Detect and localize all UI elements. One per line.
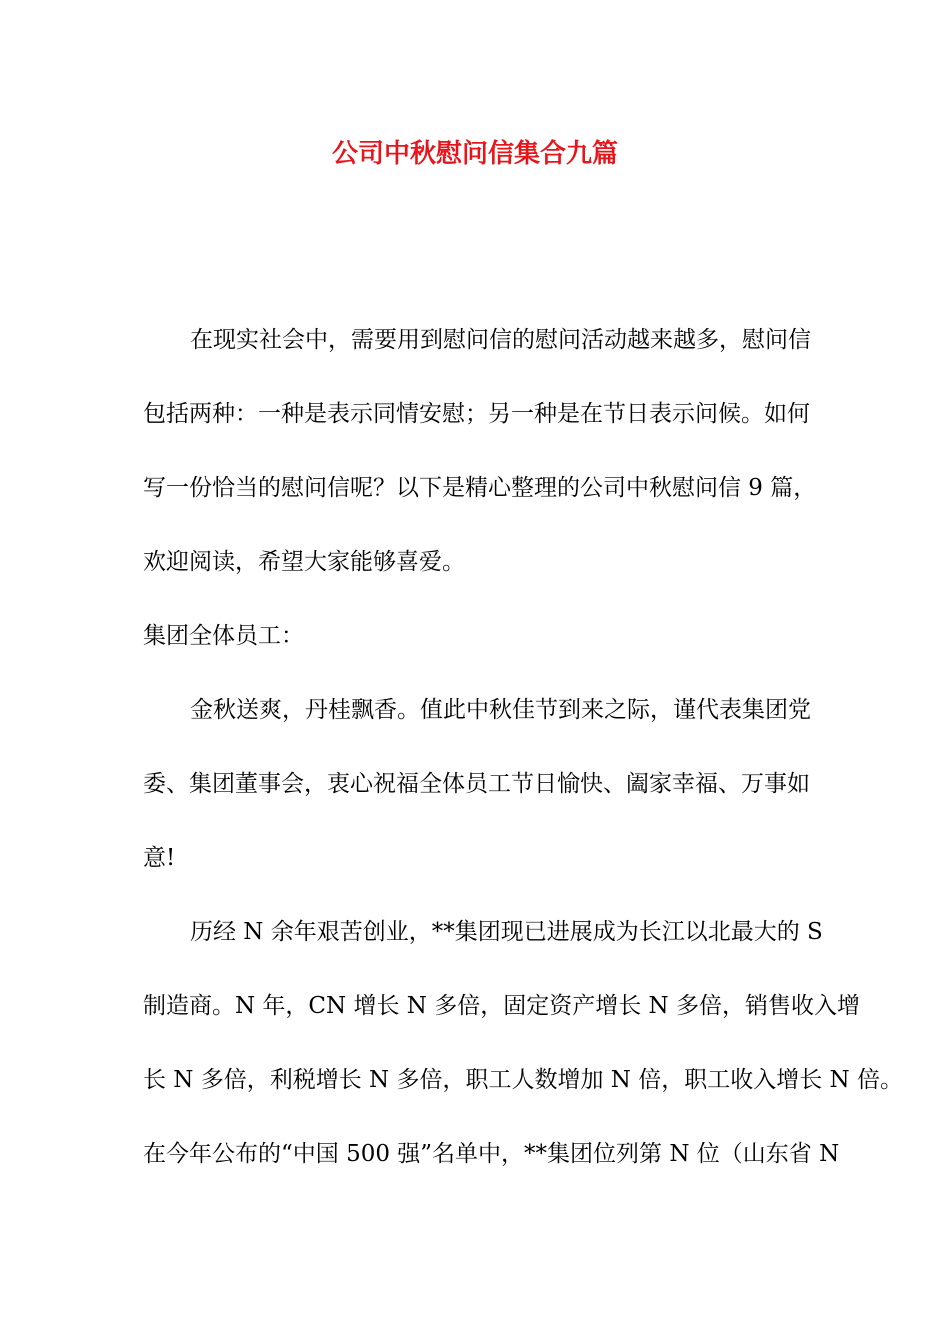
salutation-line: 集团全体员工： bbox=[143, 623, 304, 649]
paragraph-line: 写一份恰当的慰问信呢？以下是精心整理的公司中秋慰问信 9 篇， bbox=[143, 475, 817, 501]
paragraph-line: 金秋送爽，丹桂飘香。值此中秋佳节到来之际，谨代表集团党 bbox=[190, 697, 811, 723]
paragraph-line: 在现实社会中，需要用到慰问信的慰问活动越来越多，慰问信 bbox=[190, 327, 811, 353]
paragraph-line: 意! bbox=[143, 845, 176, 871]
paragraph-line: 长 N 多倍，利税增长 N 多倍，职工人数增加 N 倍，职工收入增长 N 倍。 bbox=[143, 1067, 903, 1093]
paragraph-line: 欢迎阅读，希望大家能够喜爱。 bbox=[143, 549, 465, 575]
paragraph-line: 制造商。N 年，CN 增长 N 多倍，固定资产增长 N 多倍，销售收入增 bbox=[143, 993, 860, 1019]
document-title: 公司中秋慰问信集合九篇 bbox=[331, 139, 618, 169]
paragraph-line: 历经 N 余年艰苦创业，**集团现已进展成为长江以北最大的 S bbox=[190, 919, 823, 945]
paragraph-line: 委、集团董事会，衷心祝福全体员工节日愉快、阖家幸福、万事如 bbox=[143, 771, 810, 797]
paragraph-line: 在今年公布的“中国 500 强”名单中，**集团位列第 N 位（山东省 N bbox=[143, 1141, 840, 1167]
paragraph-line: 包括两种：一种是表示同情安慰；另一种是在节日表示问候。如何 bbox=[143, 401, 810, 427]
